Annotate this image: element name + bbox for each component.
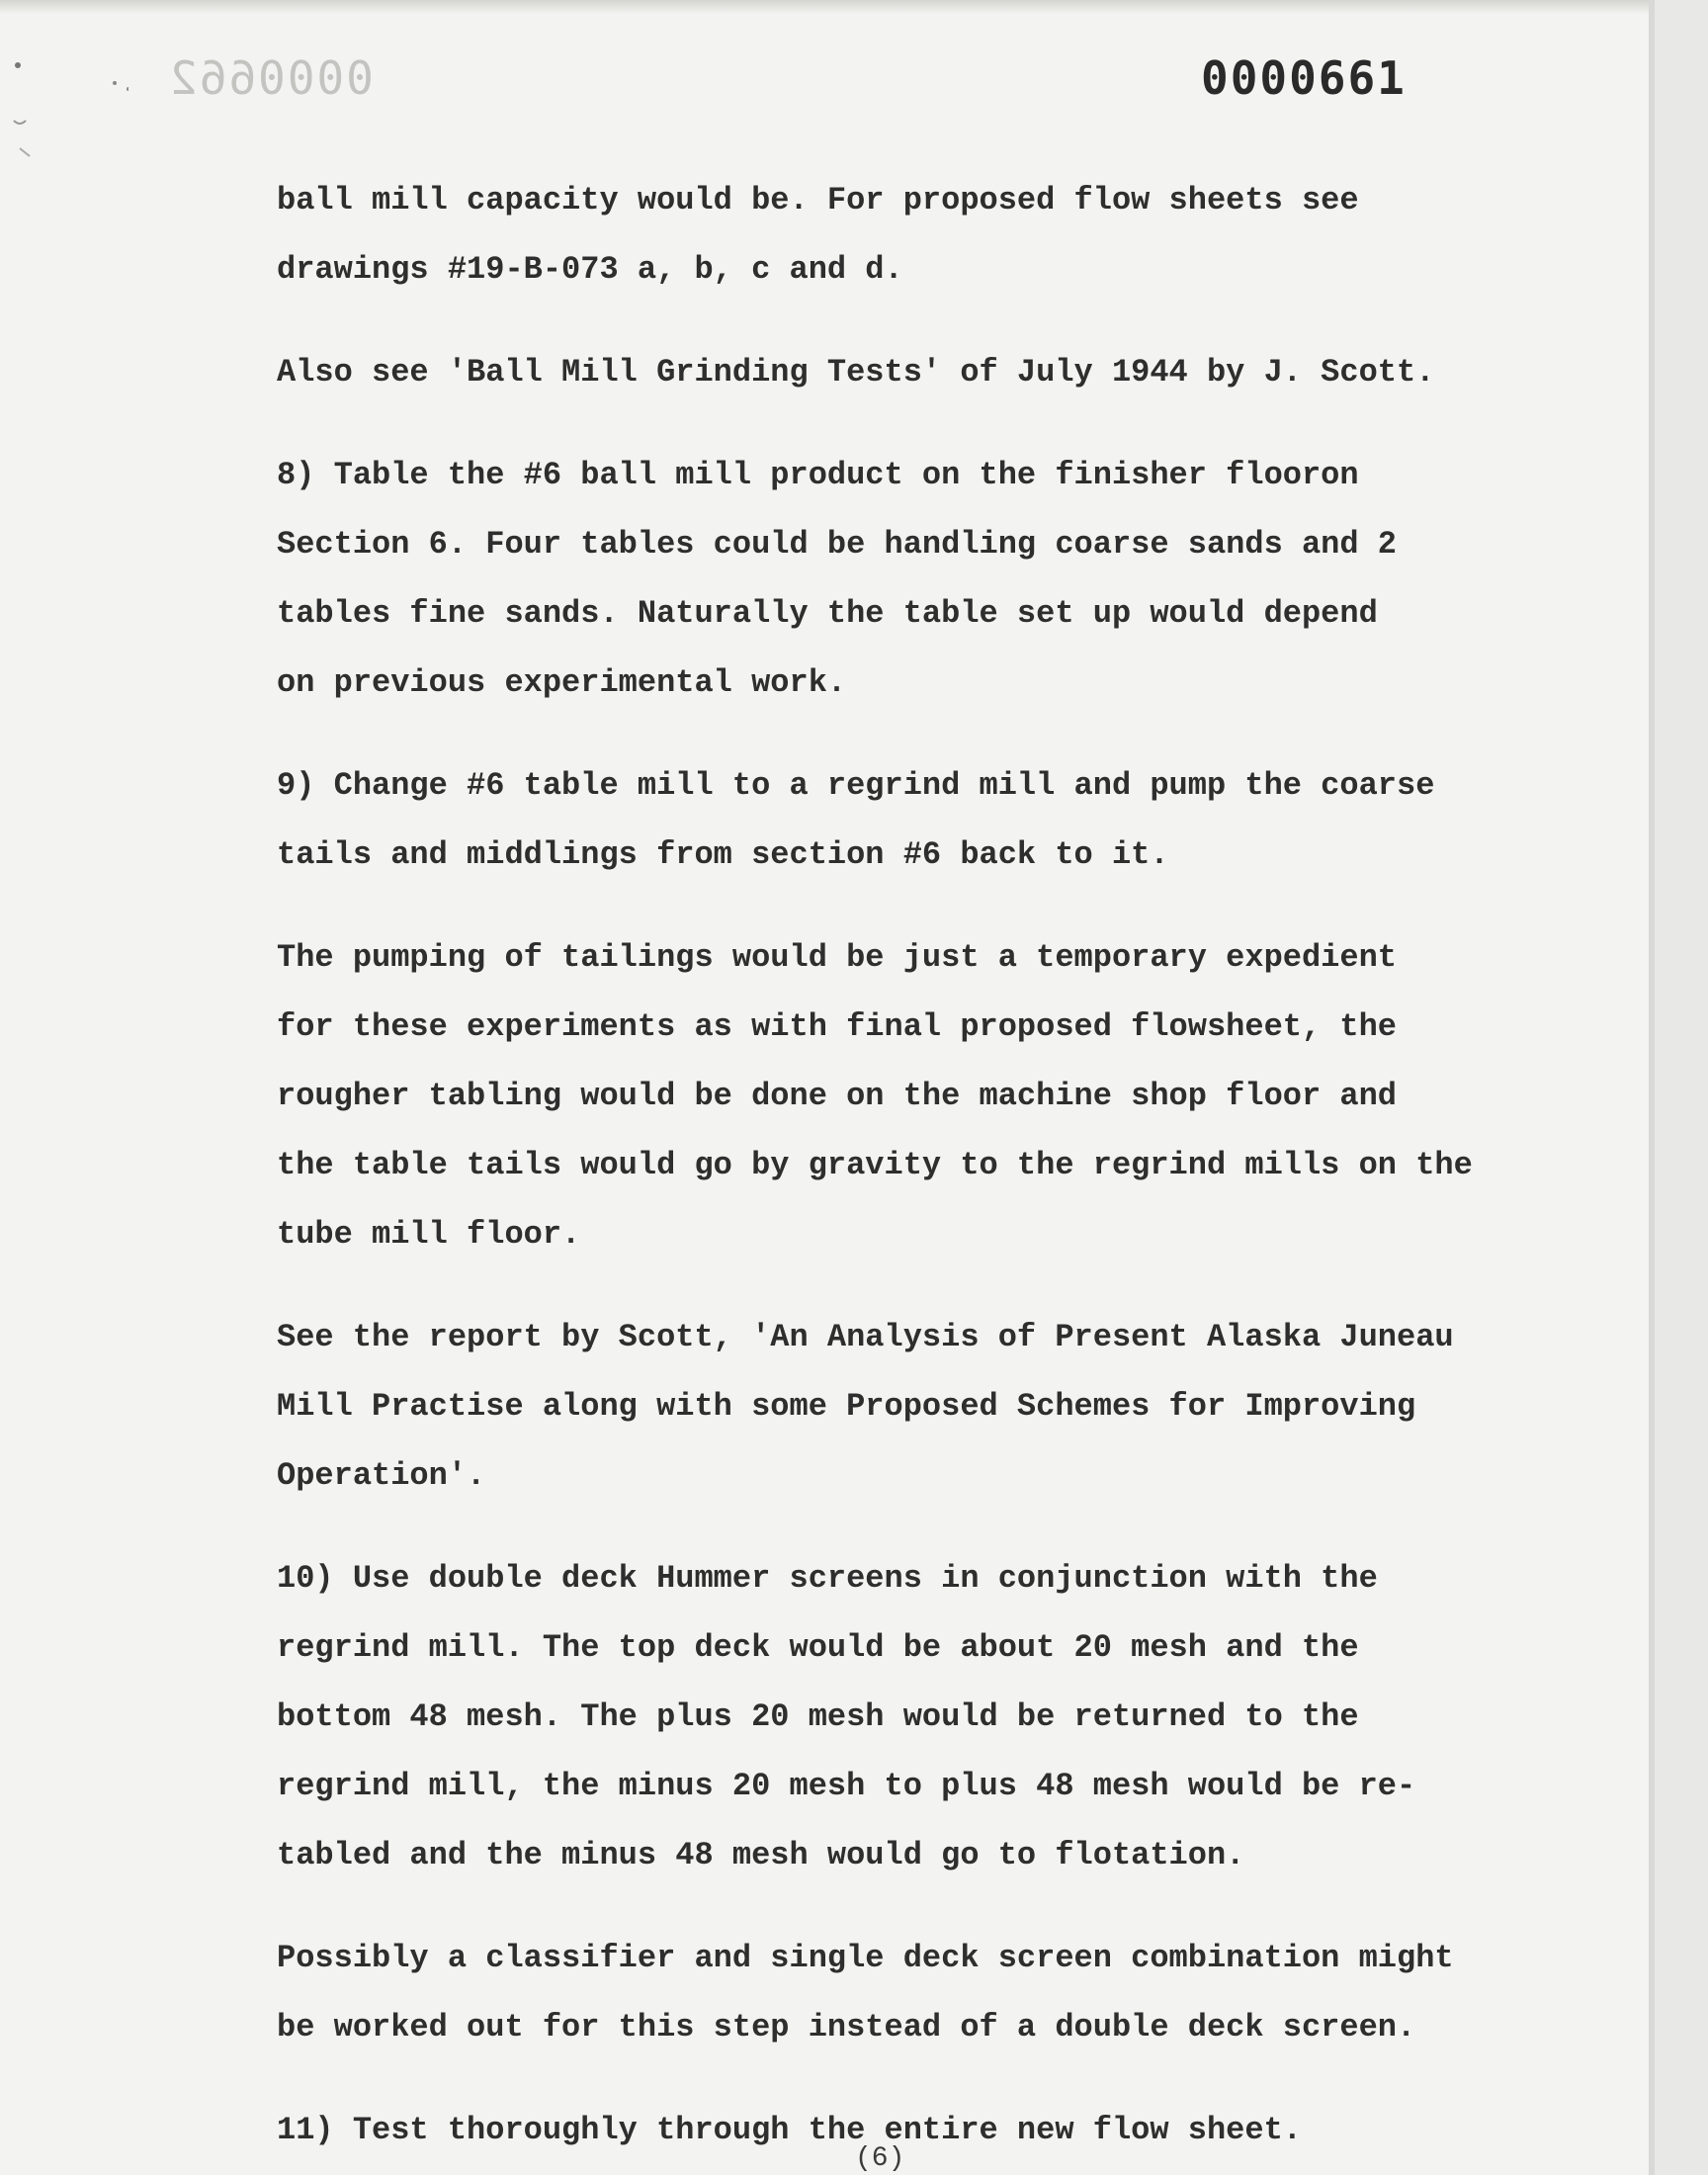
page-number: (6) [855,2143,905,2174]
text-line: 8) Table the #6 ball mill product on the finisher flooron [277,457,1359,493]
text-line: 11) Test thoroughly through the entire new flow sheet. [277,2112,1302,2148]
text-line: the table tails would go by gravity to the regrind mills on the [277,1147,1473,1183]
text-line: Section 6. Four tables could be handling coarse sands and 2 [277,526,1397,563]
text-line: tables fine sands. Naturally the table set up would depend [277,595,1378,632]
text-line: The pumping of tailings would be just a temporary expedient [277,939,1397,976]
text-line: Operation'. [277,1457,486,1494]
text-line: on previous experimental work. [277,664,847,701]
paragraph [277,1924,1562,2062]
text-line: bottom 48 mesh. The plus 20 mesh would be returned to the [277,1698,1359,1735]
text-line: Mill Practise along with some Proposed Schemes for Improving [277,1388,1416,1425]
text-line: 10) Use double deck Hummer screens in conjunction with the [277,1560,1378,1597]
text-line: See the report by Scott, 'An Analysis of Present Alaska Juneau [277,1319,1454,1355]
ghost-stamp: 0000662 [168,51,374,105]
text-line: tails and middlings from section #6 back to it. [277,836,1169,873]
text-line: Possibly a classifier and single deck screen combination might [277,1940,1454,1976]
paragraph [277,1544,1562,1890]
paragraph [277,751,1562,890]
text-line: Also see 'Ball Mill Grinding Tests' of July 1944 by J. Scott. [277,354,1435,391]
text-line: regrind mill, the minus 20 mesh to plus 48 mesh would be re- [277,1768,1416,1804]
text-line: 9) Change #6 table mill to a regrind mill and pump the coarse [277,767,1435,804]
text-line: regrind mill. The top deck would be about 20 mesh and the [277,1629,1359,1666]
text-line: for these experiments as with final proposed flowsheet, the [277,1008,1397,1045]
paragraph [277,166,1562,304]
page-stamp: 0000661 [1201,51,1407,105]
document-body [277,166,1562,2175]
text-line: tabled and the minus 48 mesh would go to flotation. [277,1837,1245,1873]
text-line: be worked out for this step instead of a double deck screen. [277,2009,1416,2045]
paragraph [277,2096,1562,2165]
text-line: tube mill floor. [277,1216,581,1253]
paragraph [277,441,1562,718]
text-line: drawings #19-B-073 a, b, c and d. [277,251,903,288]
paragraph [277,338,1562,407]
scan-edge [0,0,1649,14]
scan-specks [10,49,128,168]
paragraph [277,1303,1562,1511]
text-line: rougher tabling would be done on the machine shop floor and [277,1078,1397,1114]
paragraph [277,923,1562,1269]
text-line: ball mill capacity would be. For proposed flow sheets see [277,182,1359,218]
